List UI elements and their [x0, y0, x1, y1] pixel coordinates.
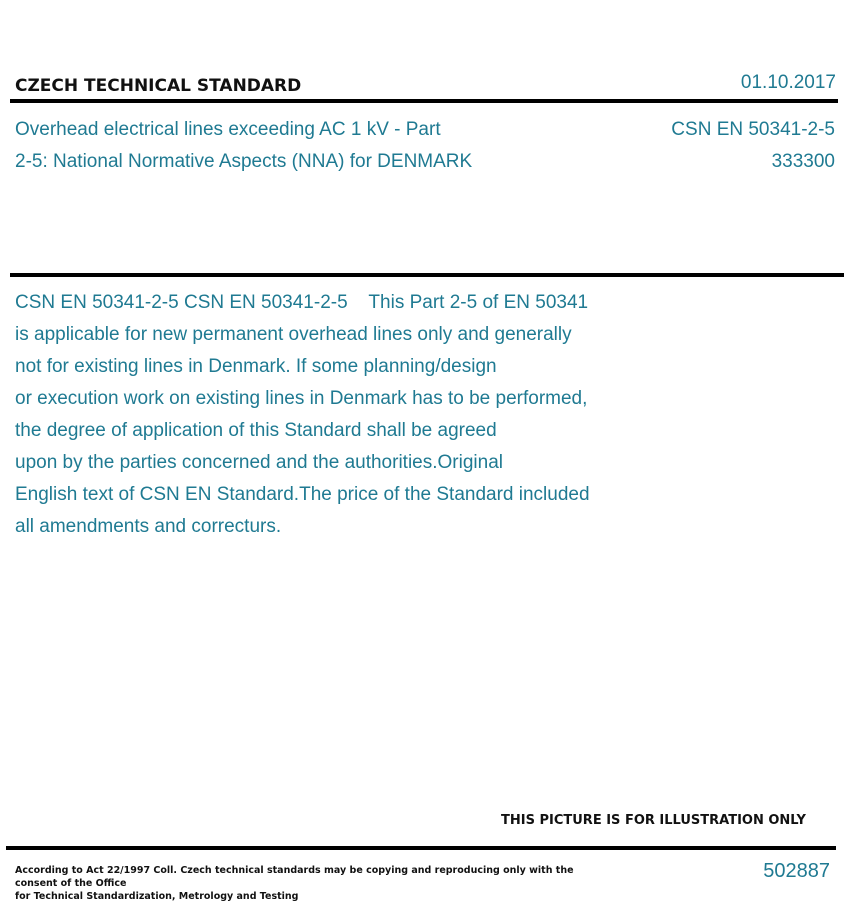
description-line: not for existing lines in Denmark. If some planning/design: [15, 356, 497, 377]
legal-notice: [15, 864, 575, 903]
standard-title-line: Overhead electrical lines exceeding AC 1 kV - Part: [15, 119, 441, 140]
description-line: all amendments and correcturs.: [15, 516, 282, 537]
publication-date: 01.10.2017: [740, 72, 836, 93]
standard-code: CSN EN 50341-2-5: [671, 119, 835, 140]
document-type-heading: CZECH TECHNICAL STANDARD: [15, 76, 302, 96]
header-divider: [10, 99, 838, 103]
standard-identifiers: [671, 114, 835, 178]
footer-divider: [6, 846, 836, 850]
standard-title: [15, 114, 472, 178]
legal-notice-line: for Technical Standardization, Metrology and Testing: [15, 891, 299, 902]
standard-description: [15, 287, 675, 543]
legal-notice-line: According to Act 22/1997 Coll. Czech technical standards may be copying and reproducing only with the consent of the Office: [15, 865, 574, 889]
class-number: 333300: [771, 151, 835, 172]
illustration-note: THIS PICTURE IS FOR ILLUSTRATION ONLY: [501, 813, 806, 828]
description-line: upon by the parties concerned and the authorities.Original: [15, 452, 503, 473]
section-divider: [10, 273, 844, 277]
description-line: the degree of application of this Standard shall be agreed: [15, 420, 497, 441]
description-line: is applicable for new permanent overhead lines only and generally: [15, 324, 572, 345]
description-line: CSN EN 50341-2-5 CSN EN 50341-2-5 This Part 2-5 of EN 50341: [15, 292, 589, 313]
document-number: 502887: [763, 860, 830, 882]
description-line: English text of CSN EN Standard.The price of the Standard included: [15, 484, 590, 505]
description-line: or execution work on existing lines in Denmark has to be performed,: [15, 388, 588, 409]
standard-title-line: 2-5: National Normative Aspects (NNA) for DENMARK: [15, 151, 473, 172]
